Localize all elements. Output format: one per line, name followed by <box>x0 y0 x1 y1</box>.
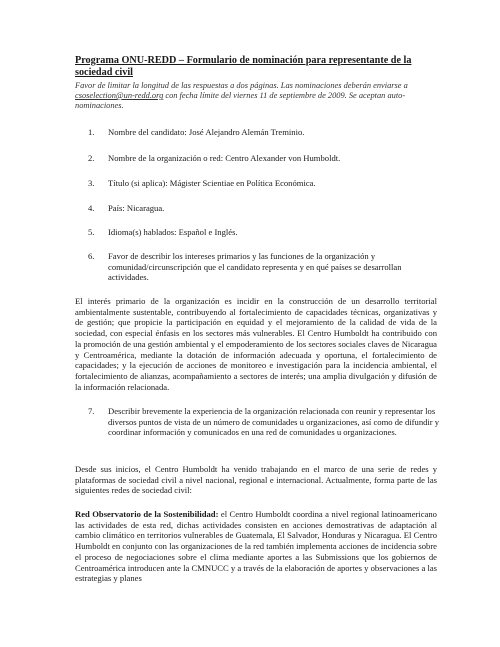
item-number: 6. <box>88 251 95 261</box>
item-number: 2. <box>88 153 95 163</box>
item-text: Idioma(s) hablados: Español e Inglés. <box>108 227 238 237</box>
paragraph-lead: Red Observatorio de la Sostenibilidad: <box>75 509 219 519</box>
body-paragraph-3 <box>75 509 437 584</box>
item-number: 5. <box>88 227 95 237</box>
list-item-1 <box>88 127 440 138</box>
list-item-5 <box>88 227 440 238</box>
document-title: Programa ONU-REDD – Formulario de nominación para representante de la sociedad civil <box>75 55 412 78</box>
item-text: Describir brevemente la experiencia de la organización relacionada con reunir y representar los diversos puntos de vista de un número de comunidades u organizaciones, así como de difundir y coordinar información y comunicados en una red de comunidades u organizaciones. <box>108 406 440 437</box>
intro-text: Favor de limitar la longitud de las respuestas a dos páginas. Las nominaciones deberán enviarse a <box>75 81 408 90</box>
list-item-3 <box>88 178 440 189</box>
item-number: 1. <box>88 127 95 137</box>
item-number: 7. <box>88 406 95 416</box>
item-text: Nombre de la organización o red: Centro Alexander von Humboldt. <box>108 153 341 163</box>
list-item-7 <box>88 406 440 438</box>
item-text: País: Nicaragua. <box>108 203 165 213</box>
paragraph-body: el Centro Humboldt coordina a nivel regional latinoamericano las actividades de esta red, dichas actividades consisten en acciones demostrativas de adaptación al cambio climático en territorios vulnerables de Guatemala, El Salvador, Honduras y Nicaragua. El Centro Humboldt en conjunto con las organizaciones de la red también implementa acciones de incidencia sobre el proceso de negociaciones sobre el clima mediante aportes a las Submissions que los gobiernos de Centroamérica introducen ante la CMNUCC y a través de la elaboración de aportes y observaciones a las estrategias y planes <box>75 509 437 584</box>
item-text: Título (si aplica): Mágister Scientiae en Política Económica. <box>108 178 316 188</box>
body-paragraph-1: El interés primario de la organización es incidir en la construcción de un desarrollo territorial ambientalmente sustentable, contribuyendo al fortalecimiento de capacidades técnicas, organizativas y de gestión; que propicie la participación en equidad y el mejoramiento de la calidad de vida de la sociedad, con especial énfasis en los sectores más vulnerables. El Centro Humboldt ha contribuido con la promoción de una gestión ambiental y el empoderamiento de los sectores sociales claves de Nicaragua y Centroamérica, mediante la dotación de información adecuada y oportuna, el fortalecimiento de capacidades; y la ejecución de acciones de monitoreo e investigación para la incidencia ambiental, el fortalecimiento de alianzas, acompañamiento a sectores de interés; una amplia divulgación y difusión de la información relacionada. <box>75 296 437 392</box>
list-item-2 <box>88 153 440 164</box>
item-text: Favor de describir los intereses primarios y las funciones de la organización y comunidad/circunscripción que el candidato representa y en qué países se desarrollan actividades. <box>108 251 402 282</box>
list-item-4 <box>88 203 440 214</box>
list-item-6 <box>88 251 440 283</box>
intro-email-link[interactable]: csoselection@un-redd.org <box>75 91 164 100</box>
intro-text-end: con fecha límite del viernes 11 de septiembre de 2009. Se aceptan auto-nominaciones. <box>75 91 406 110</box>
document-intro <box>75 81 435 111</box>
item-text: Nombre del candidato: José Alejandro Alemán Treminio. <box>108 127 305 137</box>
item-number: 4. <box>88 203 95 213</box>
body-paragraph-2: Desde sus inicios, el Centro Humboldt ha venido trabajando en el marco de una serie de redes y plataformas de sociedad civil a nivel nacional, regional e internacional. Actualmente, forma parte de las siguientes redes de sociedad civil: <box>75 464 437 496</box>
item-number: 3. <box>88 178 95 188</box>
